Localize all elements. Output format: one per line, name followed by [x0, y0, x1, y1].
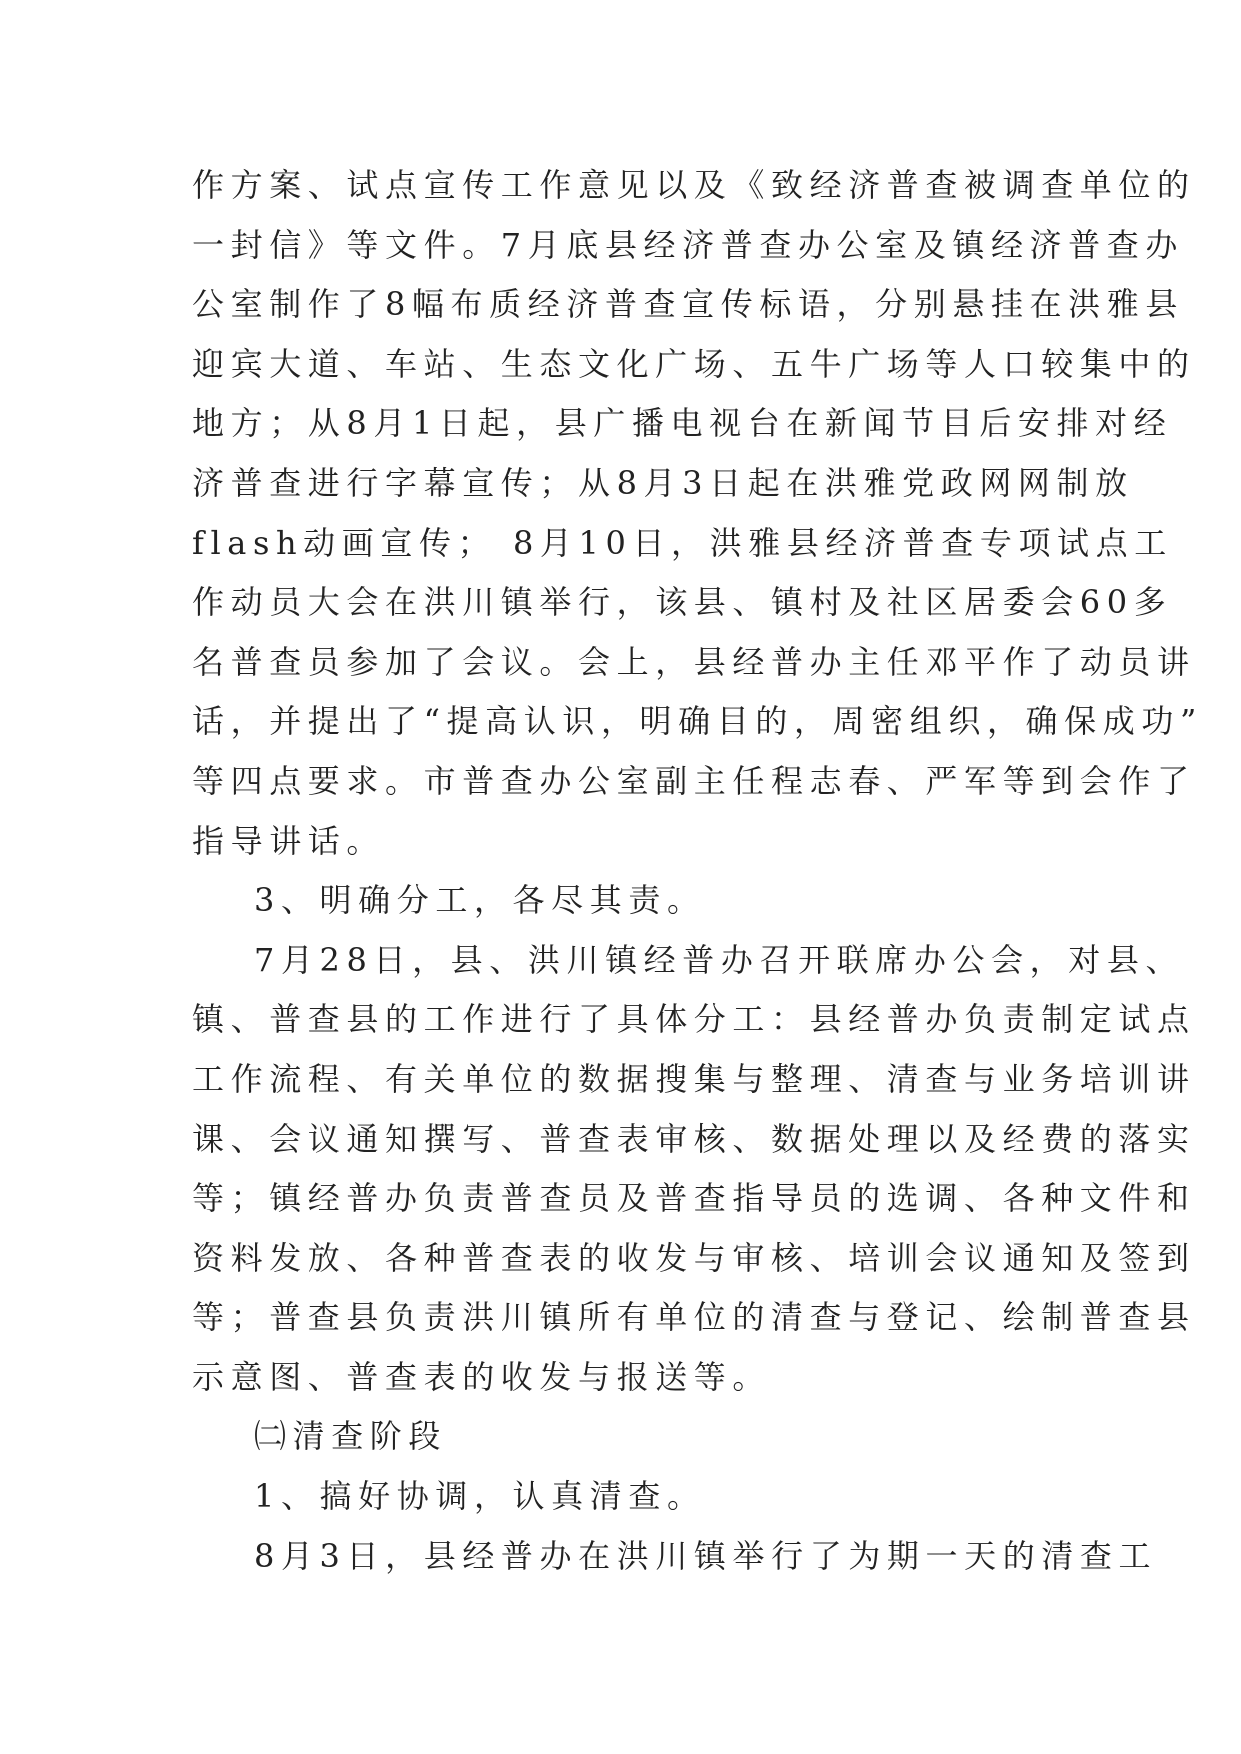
text-line: 课、会议通知撰写、普查表审核、数据处理以及经费的落实: [192, 1119, 1196, 1158]
text-line: 作动员大会在洪川镇举行，该县、镇村及社区居委会60多: [192, 583, 1173, 622]
text-line: 名普查员参加了会议。会上，县经普办主任邓平作了动员讲: [192, 642, 1196, 681]
text-line: 等；镇经普办负责普查员及普查指导员的选调、各种文件和: [192, 1179, 1196, 1218]
text-line: 公室制作了8幅布质经济普查宣传标语，分别悬挂在洪雅县: [192, 285, 1184, 324]
text-line: flash动画宣传； 8月10日，洪雅县经济普查专项试点工: [192, 523, 1173, 562]
paragraph-start-line: 8月3日，县经普办在洪川镇举行了为期一天的清查工: [254, 1536, 1158, 1575]
text-line: 话，并提出了“提高认识，明确目的，周密组织，确保成功”: [192, 702, 1203, 741]
section-heading: 3、明确分工，各尽其责。: [254, 881, 706, 920]
text-line: 工作流程、有关单位的数据搜集与整理、清查与业务培训讲: [192, 1059, 1196, 1098]
text-line: 镇、普查县的工作进行了具体分工：县经普办负责制定试点: [192, 1000, 1196, 1039]
text-line: 一封信》等文件。7月底县经济普查办公室及镇经济普查办: [192, 225, 1184, 264]
text-line: 作方案、试点宣传工作意见以及《致经济普查被调查单位的: [192, 166, 1196, 204]
text-line: 等四点要求。市普查办公室副主任程志春、严军等到会作了: [192, 761, 1196, 800]
section-heading: 1、搞好协调，认真清查。: [254, 1477, 706, 1516]
text-line: 示意图、普查表的收发与报送等。: [192, 1357, 772, 1396]
text-line: 指导讲话。: [192, 821, 386, 860]
text-line: 资料发放、各种普查表的收发与审核、培训会议通知及签到: [192, 1238, 1196, 1277]
text-line: 等；普查县负责洪川镇所有单位的清查与登记、绘制普查县: [192, 1298, 1196, 1337]
paragraph-start-line: 7月28日，县、洪川镇经普办召开联席办公会，对县、: [254, 940, 1185, 979]
document-body: [192, 156, 1203, 1586]
text-line: 迎宾大道、车站、生态文化广场、五牛广场等人口较集中的: [192, 344, 1196, 383]
text-line: 地方；从8月1日起，县广播电视台在新闻节目后安排对经: [192, 404, 1173, 443]
section-heading: ㈡清查阶段: [254, 1417, 448, 1456]
text-line: 济普查进行字幕宣传；从8月3日起在洪雅党政网网制放: [192, 463, 1134, 502]
